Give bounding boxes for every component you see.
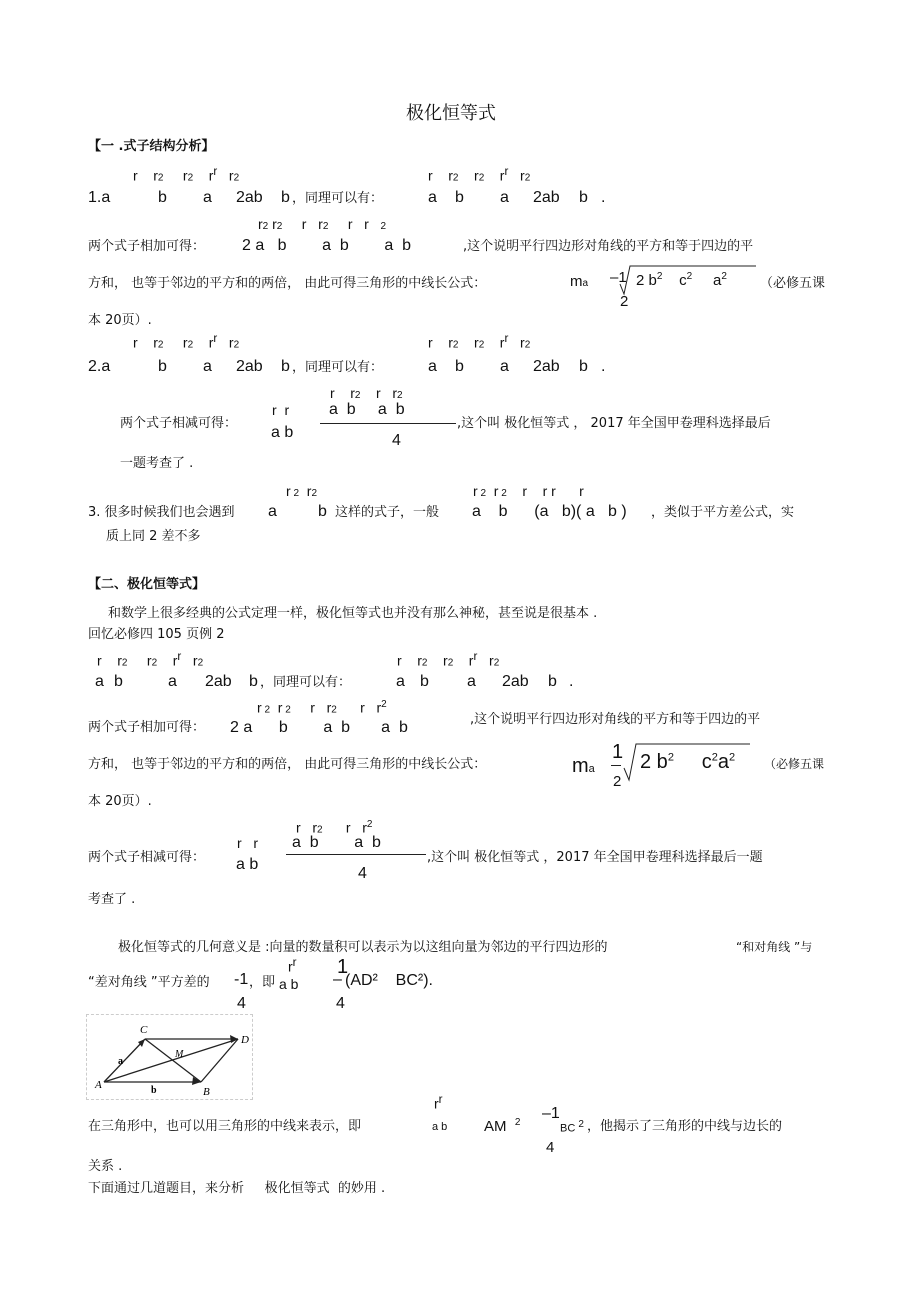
median-coef: –1 bbox=[610, 269, 627, 286]
denominator: 4 bbox=[358, 865, 367, 882]
vector-marks: r 2 r 2 r r2 r $r^2$ bbox=[257, 699, 387, 716]
diff-label: 两个式子相减可得： bbox=[88, 850, 206, 865]
sum-text: ,这个说明平行四边形对角线的平方和等于四边的平 bbox=[463, 239, 754, 254]
same-text: ，同理可以有： bbox=[292, 191, 384, 206]
expr: b bbox=[420, 673, 429, 690]
vector-marks: r r bbox=[272, 402, 290, 418]
diff-label: 两个式子相减可得： bbox=[120, 416, 238, 431]
closing-text: 下面通过几道题目，来分析 极化恒等式 的妙用 . bbox=[88, 1181, 386, 1196]
geo-coef-den: 4 bbox=[336, 995, 345, 1012]
item-3-text: 3. 很多时候我们也会遇到 bbox=[88, 505, 235, 520]
expr: a bbox=[428, 189, 437, 206]
parallelogram-figure bbox=[86, 1014, 253, 1100]
sum-label: 两个式子相加可得： bbox=[88, 239, 206, 254]
sum-expr: 2 a b a b a b bbox=[230, 719, 408, 736]
expr: 2ab bbox=[205, 673, 232, 690]
vector-marks: r r2 r2 $r^r$ r2 bbox=[97, 650, 204, 669]
geo-coef: 1 bbox=[337, 956, 349, 978]
expr: a bbox=[396, 673, 405, 690]
expr: b bbox=[281, 189, 290, 206]
tri-bc: BC $^2$ bbox=[560, 1119, 584, 1135]
median-formula: ma bbox=[570, 273, 589, 290]
sum-label: 两个式子相加可得： bbox=[88, 720, 206, 735]
denominator: 4 bbox=[392, 432, 401, 449]
ref-end: 本 20页）. bbox=[88, 313, 152, 328]
median-text: 方和， 也等于邻边的平方和的两倍， 由此可得三角形的中线长公式： bbox=[88, 276, 487, 291]
geo-ab: a b bbox=[279, 976, 299, 992]
vector-marks: r r2 r r2 bbox=[330, 385, 403, 401]
same-text: ，同理可以有： bbox=[260, 675, 352, 690]
median-coef-den: 2 bbox=[613, 773, 622, 790]
expr: b bbox=[158, 189, 167, 206]
vector-marks: r2 r2 r r2 r r 2 bbox=[258, 216, 387, 232]
svg-text:M: M bbox=[175, 1049, 184, 1060]
geo-frac-den: 4 bbox=[237, 995, 246, 1012]
expr: a bbox=[268, 503, 277, 520]
geo-formula: (AD² BC²). bbox=[345, 972, 433, 989]
expr: a bbox=[95, 673, 104, 690]
fraction-bar bbox=[286, 854, 426, 855]
svg-text:D: D bbox=[241, 1034, 249, 1046]
expr: 2ab bbox=[236, 358, 263, 375]
vector-marks: $r^r$ bbox=[288, 956, 297, 975]
geo-frac: -1 bbox=[234, 971, 249, 988]
vector-marks: r r2 r2 $r^r$ r2 bbox=[428, 332, 531, 351]
section-2-heading: 【二、极化恒等式】 bbox=[88, 577, 206, 592]
expr: a bbox=[428, 358, 437, 375]
svg-text:B: B bbox=[203, 1086, 210, 1098]
vector-marks: r 2 r2 bbox=[286, 483, 318, 499]
expr: . bbox=[601, 189, 606, 206]
lhs: a b bbox=[236, 856, 259, 873]
median-formula: ma bbox=[572, 755, 595, 777]
section-1-heading: 【一 .式子结构分析】 bbox=[88, 139, 215, 154]
tri-coef-den: 4 bbox=[546, 1139, 555, 1156]
vector-marks: r r2 r2 $r^r$ r2 bbox=[428, 165, 531, 184]
expr: b bbox=[158, 358, 167, 375]
svg-text:a: a bbox=[118, 1056, 123, 1067]
expr: 2ab bbox=[533, 358, 560, 375]
median-text: 方和， 也等于邻边的平方和的两倍， 由此可得三角形的中线长公式： bbox=[88, 757, 487, 772]
tri-text-2: ，他揭示了三角形的中线与边长的 bbox=[587, 1119, 783, 1134]
vector-marks: $r^r$ bbox=[434, 1093, 443, 1112]
vector-marks: r r bbox=[237, 835, 258, 851]
radicand: 2 $b^2$ $c^2$ $a^2$ bbox=[636, 271, 727, 289]
expr: b bbox=[114, 673, 123, 690]
expr: a bbox=[203, 189, 212, 206]
svg-text:C: C bbox=[140, 1024, 148, 1036]
vector-marks: r r2 r2 $r^r$ r2 bbox=[133, 165, 240, 184]
expr: b bbox=[579, 358, 588, 375]
expr: b bbox=[455, 358, 464, 375]
vector-marks: r r2 r $r^2$ bbox=[296, 819, 373, 836]
ref-end: 本 20页）. bbox=[88, 794, 152, 809]
item-3-text: ，类似于平方差公式，实 bbox=[651, 505, 795, 520]
tri-text-3: 关系 . bbox=[88, 1159, 123, 1174]
expr: b bbox=[281, 358, 290, 375]
expr: b bbox=[579, 189, 588, 206]
recall: 回忆必修四 105 页例 2 bbox=[88, 627, 225, 642]
tri-coef: –1 bbox=[542, 1105, 560, 1122]
expr: a bbox=[500, 189, 509, 206]
svg-text:b: b bbox=[151, 1085, 157, 1096]
same-text: ，同理可以有： bbox=[292, 360, 384, 375]
fraction-bar bbox=[611, 765, 621, 766]
vector-marks: r 2 r 2 r r r r bbox=[473, 483, 584, 499]
diff-text-2: 考查了 . bbox=[88, 892, 136, 907]
expr: b bbox=[548, 673, 557, 690]
tri-text: 在三角形中，也可以用三角形的中线来表示，即 bbox=[88, 1119, 362, 1134]
intro: 和数学上很多经典的公式定理一样，极化恒等式也并没有那么神秘，甚至说是很基本 . bbox=[108, 606, 598, 621]
expr: b bbox=[455, 189, 464, 206]
tri-ab: a b bbox=[432, 1121, 448, 1133]
fraction-bar bbox=[320, 423, 456, 424]
geo-text: “差对角线 ”平方差的 bbox=[88, 975, 210, 990]
diff-text-2: 一题考查了 . bbox=[120, 456, 194, 471]
expr: . bbox=[569, 673, 574, 690]
median-coef-den: 2 bbox=[620, 293, 629, 310]
page-title: 极化恒等式 bbox=[406, 103, 496, 124]
item-1-label: 1.a bbox=[88, 189, 111, 206]
sum-expr: 2 a b a b a b bbox=[242, 237, 412, 254]
lhs: a b bbox=[271, 424, 294, 441]
numerator: a b a b bbox=[329, 401, 405, 418]
median-coef: 1 bbox=[612, 741, 624, 763]
numerator: a b a b bbox=[292, 834, 381, 851]
tri-am: AM $^2$ bbox=[484, 1117, 521, 1135]
geo-quote: “和对角线 ”与 bbox=[736, 940, 813, 954]
item-3-text: 质上同 2 差不多 bbox=[106, 529, 201, 544]
item-3-text: 这样的式子，一般 bbox=[335, 505, 440, 520]
expr: b bbox=[318, 503, 327, 520]
expr: a b (a b)( a b ) bbox=[472, 503, 627, 520]
radicand: 2 $b^2$ $c^2a^2$ bbox=[640, 751, 736, 773]
expr: 2ab bbox=[502, 673, 529, 690]
item-2-label: 2.a bbox=[88, 358, 111, 375]
expr: . bbox=[601, 358, 606, 375]
expr: a bbox=[467, 673, 476, 690]
vector-marks: r r2 r2 $r^r$ r2 bbox=[397, 650, 500, 669]
ref-text: （必修五课 bbox=[760, 276, 826, 291]
expr: 2ab bbox=[236, 189, 263, 206]
expr: a bbox=[203, 358, 212, 375]
sum-text: ,这个说明平行四边形对角线的平方和等于四边的平 bbox=[470, 712, 761, 727]
expr: a bbox=[500, 358, 509, 375]
expr: b bbox=[249, 673, 258, 690]
svg-text:A: A bbox=[95, 1079, 102, 1091]
geo-text: 极化恒等式的几何意义是 :向量的数量积可以表示为以这组向量为邻边的平行四边形的 bbox=[118, 940, 608, 955]
geo-text: ，即 bbox=[249, 975, 276, 990]
diff-text: ,这个叫 极化恒等式 ， 2017 年全国甲卷理科选择最后 bbox=[457, 416, 771, 431]
vector-marks: r r2 r2 $r^r$ r2 bbox=[133, 332, 240, 351]
parallelogram-diagram-icon bbox=[87, 1015, 252, 1099]
diff-text: ,这个叫 极化恒等式 ，2017 年全国甲卷理科选择最后一题 bbox=[427, 850, 763, 865]
expr: 2ab bbox=[533, 189, 560, 206]
ref-text: （必修五课 bbox=[764, 757, 825, 771]
expr: a bbox=[168, 673, 177, 690]
geo-coef-bar: – bbox=[333, 971, 342, 988]
